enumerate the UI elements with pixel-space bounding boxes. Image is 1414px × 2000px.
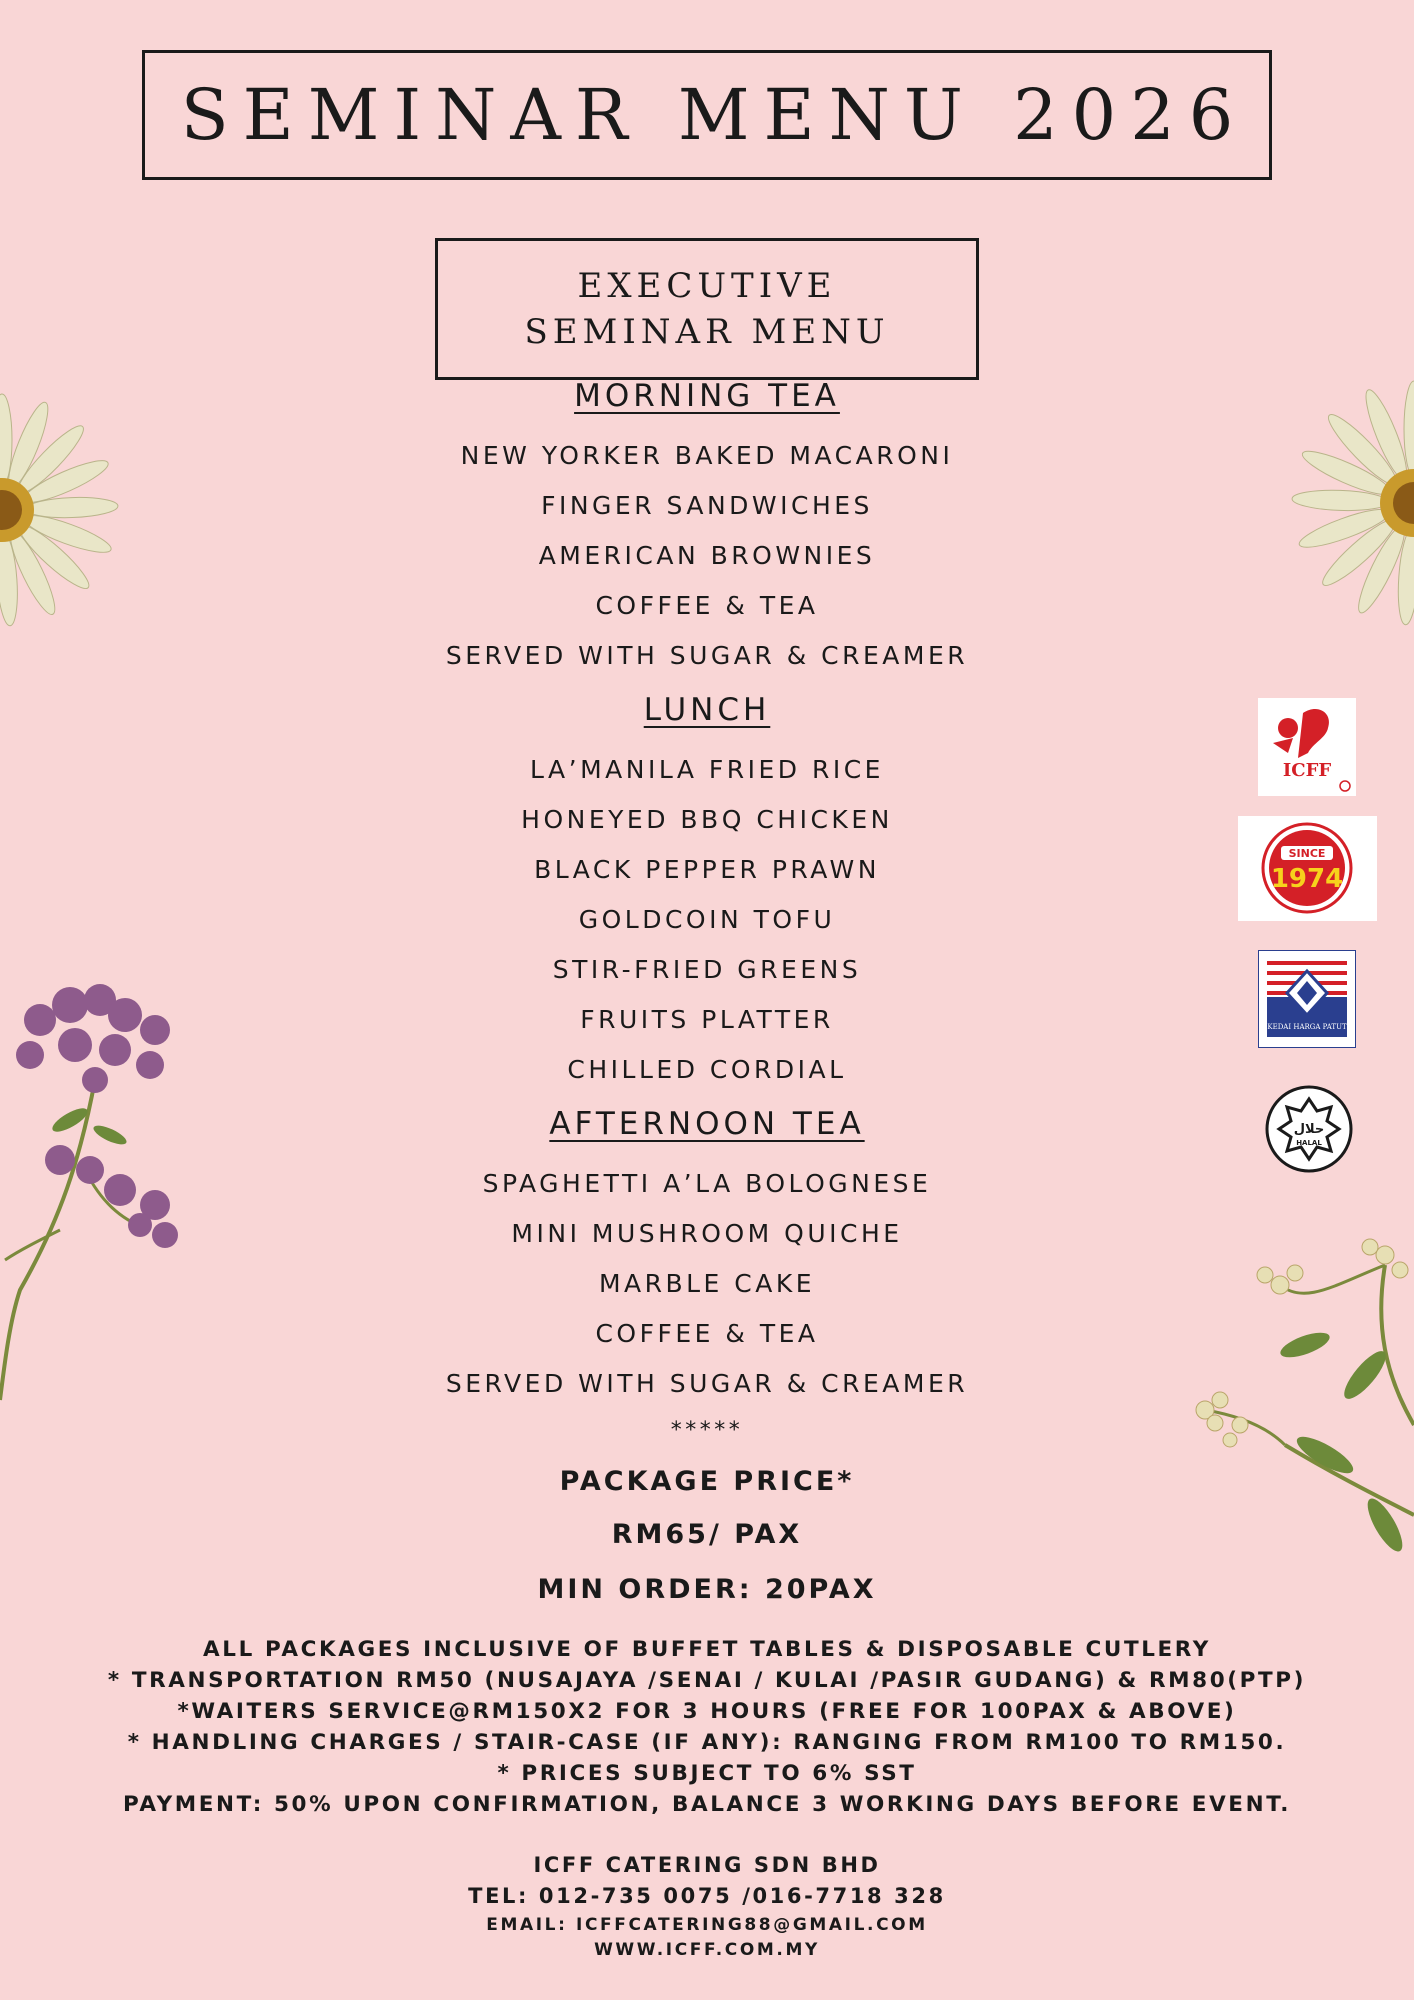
note-line: ALL PACKAGES INCLUSIVE OF BUFFET TABLES & DISPOSABLE CUTLERY: [203, 1637, 1211, 1662]
section-heading-lunch: LUNCH: [643, 692, 771, 728]
note-line: * PRICES SUBJECT TO 6% SST: [497, 1761, 917, 1786]
section-heading-morning-tea: MORNING TEA: [574, 378, 840, 414]
menu-item: HONEYED BBQ CHICKEN: [521, 805, 893, 834]
menu-subtitle: EXECUTIVE SEMINAR MENU: [524, 266, 890, 352]
menu-item: SERVED WITH SUGAR & CREAMER: [445, 641, 969, 670]
menu-item: COFFEE & TEA: [595, 591, 819, 620]
subtitle-box: [435, 238, 979, 380]
menu-item: BLACK PEPPER PRAWN: [534, 855, 880, 884]
package-price-label: PACKAGE PRICE*: [559, 1466, 855, 1497]
menu-item: FRUITS PLATTER: [580, 1005, 834, 1034]
svg-text:HALAL: HALAL: [1296, 1139, 1322, 1147]
svg-text:SINCE: SINCE: [1288, 847, 1326, 860]
svg-text:KEDAI HARGA PATUT: KEDAI HARGA PATUT: [1267, 1023, 1347, 1031]
terms-notes: [0, 1634, 1414, 1820]
menu-item: FINGER SANDWICHES: [541, 491, 873, 520]
separator: *****: [670, 1418, 744, 1443]
menu-item: MINI MUSHROOM QUICHE: [511, 1219, 903, 1248]
min-order: MIN ORDER: 20PAX: [537, 1574, 877, 1605]
note-line: *WAITERS SERVICE@RM150X2 FOR 3 HOURS (FREE FOR 100PAX & ABOVE): [177, 1699, 1237, 1724]
menu-item: SPAGHETTI A’LA BOLOGNESE: [482, 1169, 932, 1198]
menu-item: NEW YORKER BAKED MACARONI: [460, 441, 954, 470]
company-name: ICFF CATERING SDN BHD: [533, 1853, 881, 1877]
menu-item: LA’MANILA FRIED RICE: [530, 755, 884, 784]
note-line: * HANDLING CHARGES / STAIR-CASE (IF ANY): RANGING FROM RM100 TO RM150.: [127, 1730, 1287, 1755]
svg-text:1974: 1974: [1270, 864, 1344, 894]
company-tel[interactable]: TEL: 012-735 0075 /016-7718 328: [468, 1884, 946, 1908]
svg-text:حلال: حلال: [1293, 1122, 1325, 1137]
page-title: SEMINAR MENU 2026: [180, 74, 1248, 156]
menu-item: SERVED WITH SUGAR & CREAMER: [445, 1369, 969, 1398]
menu-item: STIR-FRIED GREENS: [552, 955, 862, 984]
company-website[interactable]: WWW.ICFF.COM.MY: [594, 1940, 820, 1960]
menu-item: GOLDCOIN TOFU: [578, 905, 836, 934]
menu-item: AMERICAN BROWNIES: [538, 541, 876, 570]
title-box: [142, 50, 1272, 180]
menu-item: COFFEE & TEA: [595, 1319, 819, 1348]
section-heading-afternoon-tea: AFTERNOON TEA: [549, 1106, 865, 1142]
company-email[interactable]: EMAIL: ICFFCATERING88@GMAIL.COM: [486, 1915, 928, 1935]
menu-item: MARBLE CAKE: [598, 1269, 816, 1298]
svg-text:ICFF: ICFF: [1282, 760, 1332, 781]
package-price: RM65/ PAX: [611, 1519, 803, 1550]
note-line: PAYMENT: 50% UPON CONFIRMATION, BALANCE 3 WORKING DAYS BEFORE EVENT.: [123, 1792, 1291, 1817]
menu-item: CHILLED CORDIAL: [567, 1055, 847, 1084]
note-line: * TRANSPORTATION RM50 (NUSAJAYA /SENAI / KULAI /PASIR GUDANG) & RM80(PTP): [107, 1668, 1307, 1693]
